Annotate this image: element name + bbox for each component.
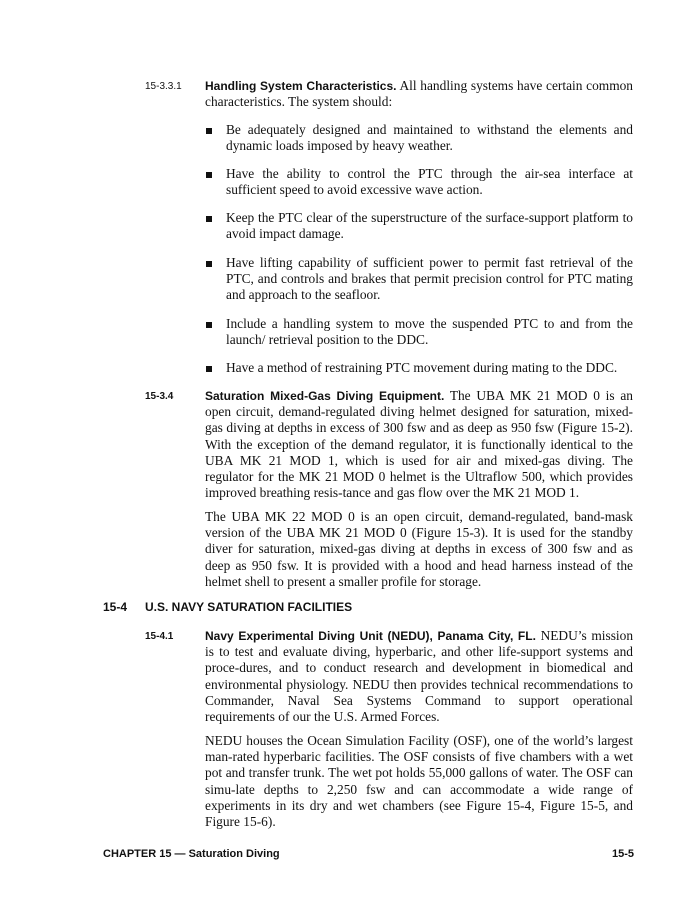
bullet-marker [206,128,212,134]
bullet-marker [206,216,212,222]
section-number: 15-3.3.1 [145,81,182,92]
section-heading: U.S. NAVY SATURATION FACILITIES [145,600,353,614]
section-number: 15-4 [103,600,128,614]
section-number: 15-4.1 [145,631,174,642]
list-item: Have a method of restraining PTC movement during mating to the DDC. [226,360,618,375]
bullet-marker [206,366,212,372]
list-item: Keep the PTC clear of the superstructure of the surface-support platform to avoid impact damage. [226,210,633,242]
intro-text: All handling systems have certain common characteristics. The system should: [205,78,634,110]
list-item: Include a handling system to move the suspended PTC to and from the launch/ retrieval position to the DDC. [226,316,633,348]
footer-chapter: CHAPTER 15 — Saturation Diving [103,848,280,860]
section-title: Handling System Characteristics. [205,79,397,93]
bullet-marker [206,172,212,178]
paragraph: NEDU houses the Ocean Simulation Facility (OSF), one of the world’s largest man-rated hyperbaric facilities. The OSF consists of five chambers with a wet pot and transfer trunk. The wet pot holds 55,000 gallons of water. The OSF can simu-late depths to 2,250 fsw and can accommodate a wide range of experiments in its dry and wet chambers (see Figure 15-4, Figure 15-5, and Figure 15-6). [205,733,633,830]
paragraph-text: NEDU’s mission is to test and evaluate diving, hyperbaric, and other life-support systems and proce-dures, and to conduct research and development in biomedical and environmental physiology. NEDU then provides technical recommendations to Commander, Naval Sea Systems Command to support operational requirements of our the U.S. Armed Forces. [205,628,634,725]
bullet-marker [206,261,212,267]
section-paragraph [205,78,633,110]
section-number: 15-3.4 [145,391,174,402]
section-title: Navy Experimental Diving Unit (NEDU), Panama City, FL. [205,629,536,643]
paragraph: The UBA MK 22 MOD 0 is an open circuit, demand-regulated, band-mask version of the UBA MK 21 MOD 0 (Figure 15-3). It is used for the standby diver for saturation, mixed-gas diving at depths in excess of 300 fsw and as deep as 950 fsw. It is provided with a hood and head harness instead of the helmet shell to present a smaller profile for storage. [205,509,633,589]
section-paragraph [205,388,633,501]
paragraph-text: The UBA MK 21 MOD 0 is an open circuit, demand-regulated diving helmet designed for saturation, mixed-gas diving at depths in excess of 300 fsw and as deep as 950 fsw (Figure 15-2). With the exception of the demand regulator, it is functionally identical to the UBA MK 21 MOD 1, which is used for air and mixed-gas diving. The regulator for the MK 21 MOD 0 helmet is the Ultraflow 500, which provides improved breathing resis-tance and gas flow over the MK 21 MOD 1. [205,388,634,501]
list-item: Have the ability to control the PTC through the air-sea interface at sufficient speed to avoid excessive wave action. [226,166,633,198]
section-paragraph [205,628,633,725]
section-title: Saturation Mixed-Gas Diving Equipment. [205,389,445,403]
page-number: 15-5 [612,848,635,860]
list-item: Have lifting capability of sufficient power to permit fast retrieval of the PTC, and controls and brakes that permit precision control for PTC mating and approach to the seafloor. [226,255,633,303]
bullet-marker [206,322,212,328]
list-item: Be adequately designed and maintained to withstand the elements and dynamic loads imposed by heavy weather. [226,122,633,154]
